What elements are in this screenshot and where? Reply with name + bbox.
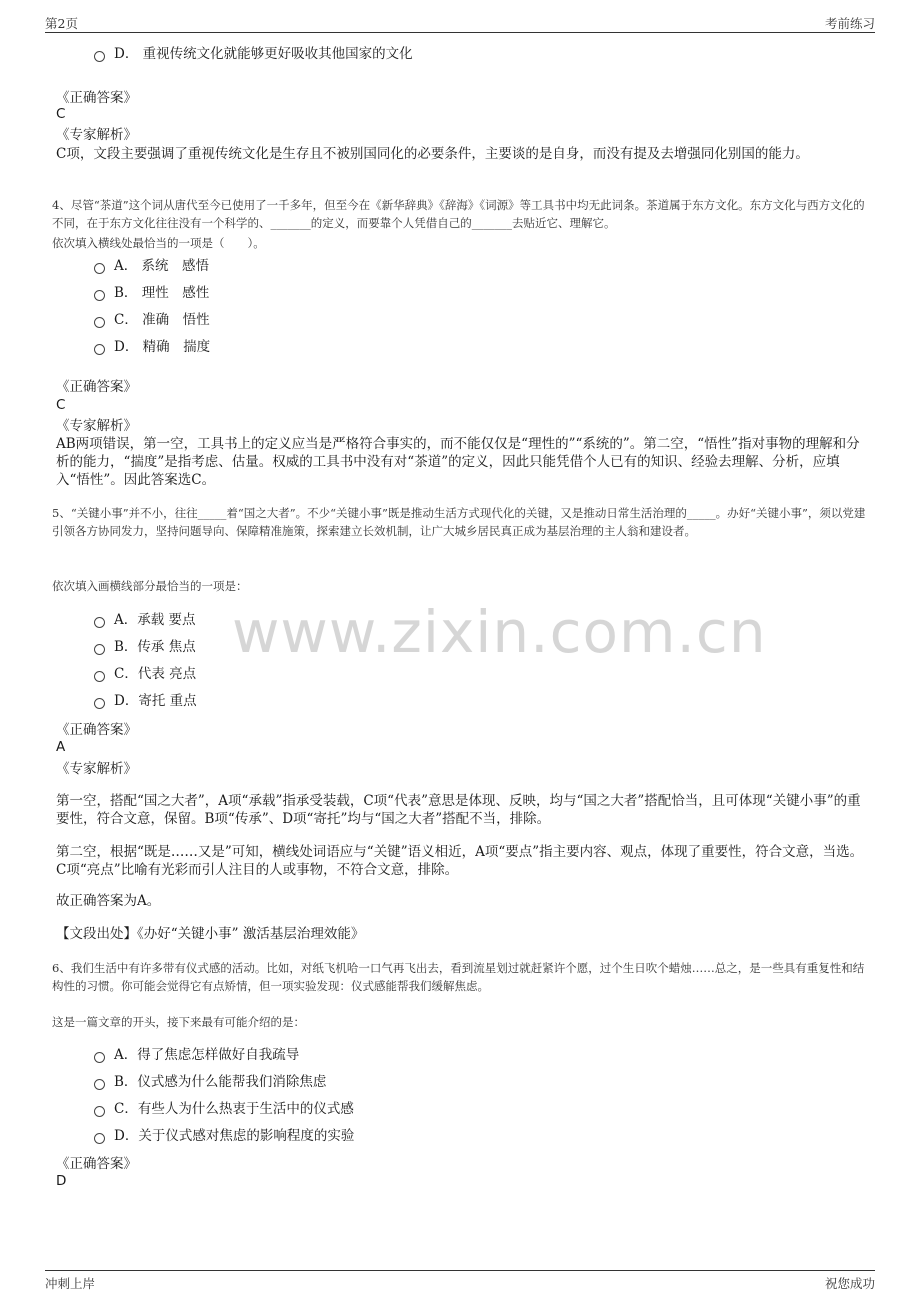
radio-icon[interactable] — [94, 263, 105, 274]
page-footer — [45, 1270, 875, 1293]
q6-option-d[interactable]: D．关于仪式感对焦虑的影响程度的实验 — [94, 1127, 354, 1145]
radio-icon[interactable] — [94, 1106, 105, 1117]
q4-option-d[interactable]: D． 精确 揣度 — [94, 338, 210, 356]
radio-icon[interactable] — [94, 51, 105, 62]
page-number: 第2页 — [45, 16, 78, 31]
radio-icon[interactable] — [94, 698, 105, 709]
q4-option-b[interactable]: B． 理性 感性 — [94, 284, 209, 302]
q4-prompt: 依次填入横线处最恰当的一项是（ ）。 — [52, 236, 265, 250]
footer-right-text: 祝您成功 — [824, 1276, 875, 1291]
q4-option-a[interactable]: A． 系统 感悟 — [94, 257, 209, 275]
q3-analysis-title: 《专家解析》 — [56, 127, 137, 143]
page-header — [45, 14, 875, 33]
radio-icon[interactable] — [94, 317, 105, 328]
q6-option-a[interactable]: A．得了焦虑怎样做好自我疏导 — [94, 1046, 299, 1064]
q5-prompt: 依次填入画横线部分最恰当的一项是： — [52, 579, 248, 593]
q3-option-d[interactable]: D． 重视传统文化就能够更好吸收其他国家的文化 — [94, 45, 413, 63]
q5-answer-title: 《正确答案》 — [56, 722, 137, 738]
q4-analysis: AB两项错误，第一空，工具书上的定义应当是严格符合事实的，而不能仅仅是“理性的”“系统的”。第二空，“悟性”指对事物的理解和分析的能力，“揣度”是指考虑、估量。权威的工具书中没有对“茶道”的定义，因此只能凭借个人已有的知识、经验去理解、分析，应填入“悟性”。因此答案选C。 — [56, 436, 860, 488]
radio-icon[interactable] — [94, 644, 105, 655]
radio-icon[interactable] — [94, 344, 105, 355]
radio-icon[interactable] — [94, 671, 105, 682]
q5-option-c[interactable]: C．代表 亮点 — [94, 665, 196, 683]
q5-stem: 5、“关键小事”并不小，往往_____着“国之大者”。不少“关键小事”既是推动生活方式现代化的关键，又是推动日常生活治理的_____。办好“关键小事”，须以党建引领各方协同发力，坚持问题导向、保障精准施策，探索建立长效机制，让广大城乡居民真正成为基层治理的主人翁和建设者。 — [52, 506, 866, 538]
q6-prompt: 这是一篇文章的开头，接下来最有可能介绍的是： — [52, 1015, 305, 1029]
footer-left-text: 冲刺上岸 — [45, 1276, 96, 1291]
q4-answer-title: 《正确答案》 — [56, 379, 137, 395]
q6-answer-title: 《正确答案》 — [56, 1156, 137, 1172]
q6-answer: D — [56, 1173, 67, 1189]
q5-analysis-para-1: 第一空，搭配“国之大者”，A项“承载”指承受装载，C项“代表”意思是体现、反映，均与“国之大者”搭配恰当，且可体现“关键小事”的重要性，符合文意，保留。B项“传承”、D项“寄托”均与“国之大者”搭配不当，排除。 — [56, 793, 861, 827]
radio-icon[interactable] — [94, 290, 105, 301]
q6-option-c[interactable]: C．有些人为什么热衷于生活中的仪式感 — [94, 1100, 354, 1118]
q5-conclusion: 故正确答案为A。 — [56, 893, 161, 909]
q4-analysis-title: 《专家解析》 — [56, 418, 137, 434]
q5-analysis-title: 《专家解析》 — [56, 761, 137, 777]
watermark: www.zixin.com.cn — [232, 598, 767, 666]
q3-analysis: C项，文段主要强调了重视传统文化是生存且不被别国同化的必要条件，主要谈的是自身，而没有提及去增强同化别国的能力。 — [56, 146, 809, 162]
q5-analysis-para-2: 第二空，根据“既是……又是”可知，横线处词语应与“关键”语义相近，A项“要点”指主要内容、观点，体现了重要性，符合文意，当选。C项“亮点”比喻有光彩而引人注目的人或事物，不符合文意，排除。 — [56, 844, 864, 878]
radio-icon[interactable] — [94, 617, 105, 628]
q4-option-c[interactable]: C． 准确 悟性 — [94, 311, 210, 329]
q5-answer: A — [56, 739, 66, 755]
q4-answer: C — [56, 397, 66, 413]
q5-option-a[interactable]: A．承载 要点 — [94, 611, 196, 629]
q4-stem: 4、尽管“茶道”这个词从唐代至今已使用了一千多年，但至今在《新华辞典》《辞海》《词源》等工具书中均无此词条。茶道属于东方文化。东方文化与西方文化的不同，在于东方文化往往没有一个科学的、_______的定义，而要靠个人凭借自己的_______去贴近它、理解它。 — [52, 198, 865, 230]
radio-icon[interactable] — [94, 1052, 105, 1063]
header-title: 考前练习 — [824, 16, 875, 31]
q5-source: 【文段出处】《办好“关键小事” 激活基层治理效能》 — [56, 926, 365, 942]
q6-option-b[interactable]: B．仪式感为什么能帮我们消除焦虑 — [94, 1073, 326, 1091]
q6-stem: 6、我们生活中有许多带有仪式感的活动。比如，对纸飞机哈一口气再飞出去，看到流星划过就赶紧许个愿，过个生日吹个蜡烛……总之，是一些具有重复性和结构性的习惯。你可能会觉得它有点矫情，但一项实验发现：仪式感能帮我们缓解焦虑。 — [52, 961, 865, 993]
radio-icon[interactable] — [94, 1133, 105, 1144]
q5-option-d[interactable]: D．寄托 重点 — [94, 692, 197, 710]
radio-icon[interactable] — [94, 1079, 105, 1090]
q3-answer: C — [56, 106, 66, 122]
q5-option-b[interactable]: B．传承 焦点 — [94, 638, 196, 656]
q3-answer-title: 《正确答案》 — [56, 90, 137, 106]
